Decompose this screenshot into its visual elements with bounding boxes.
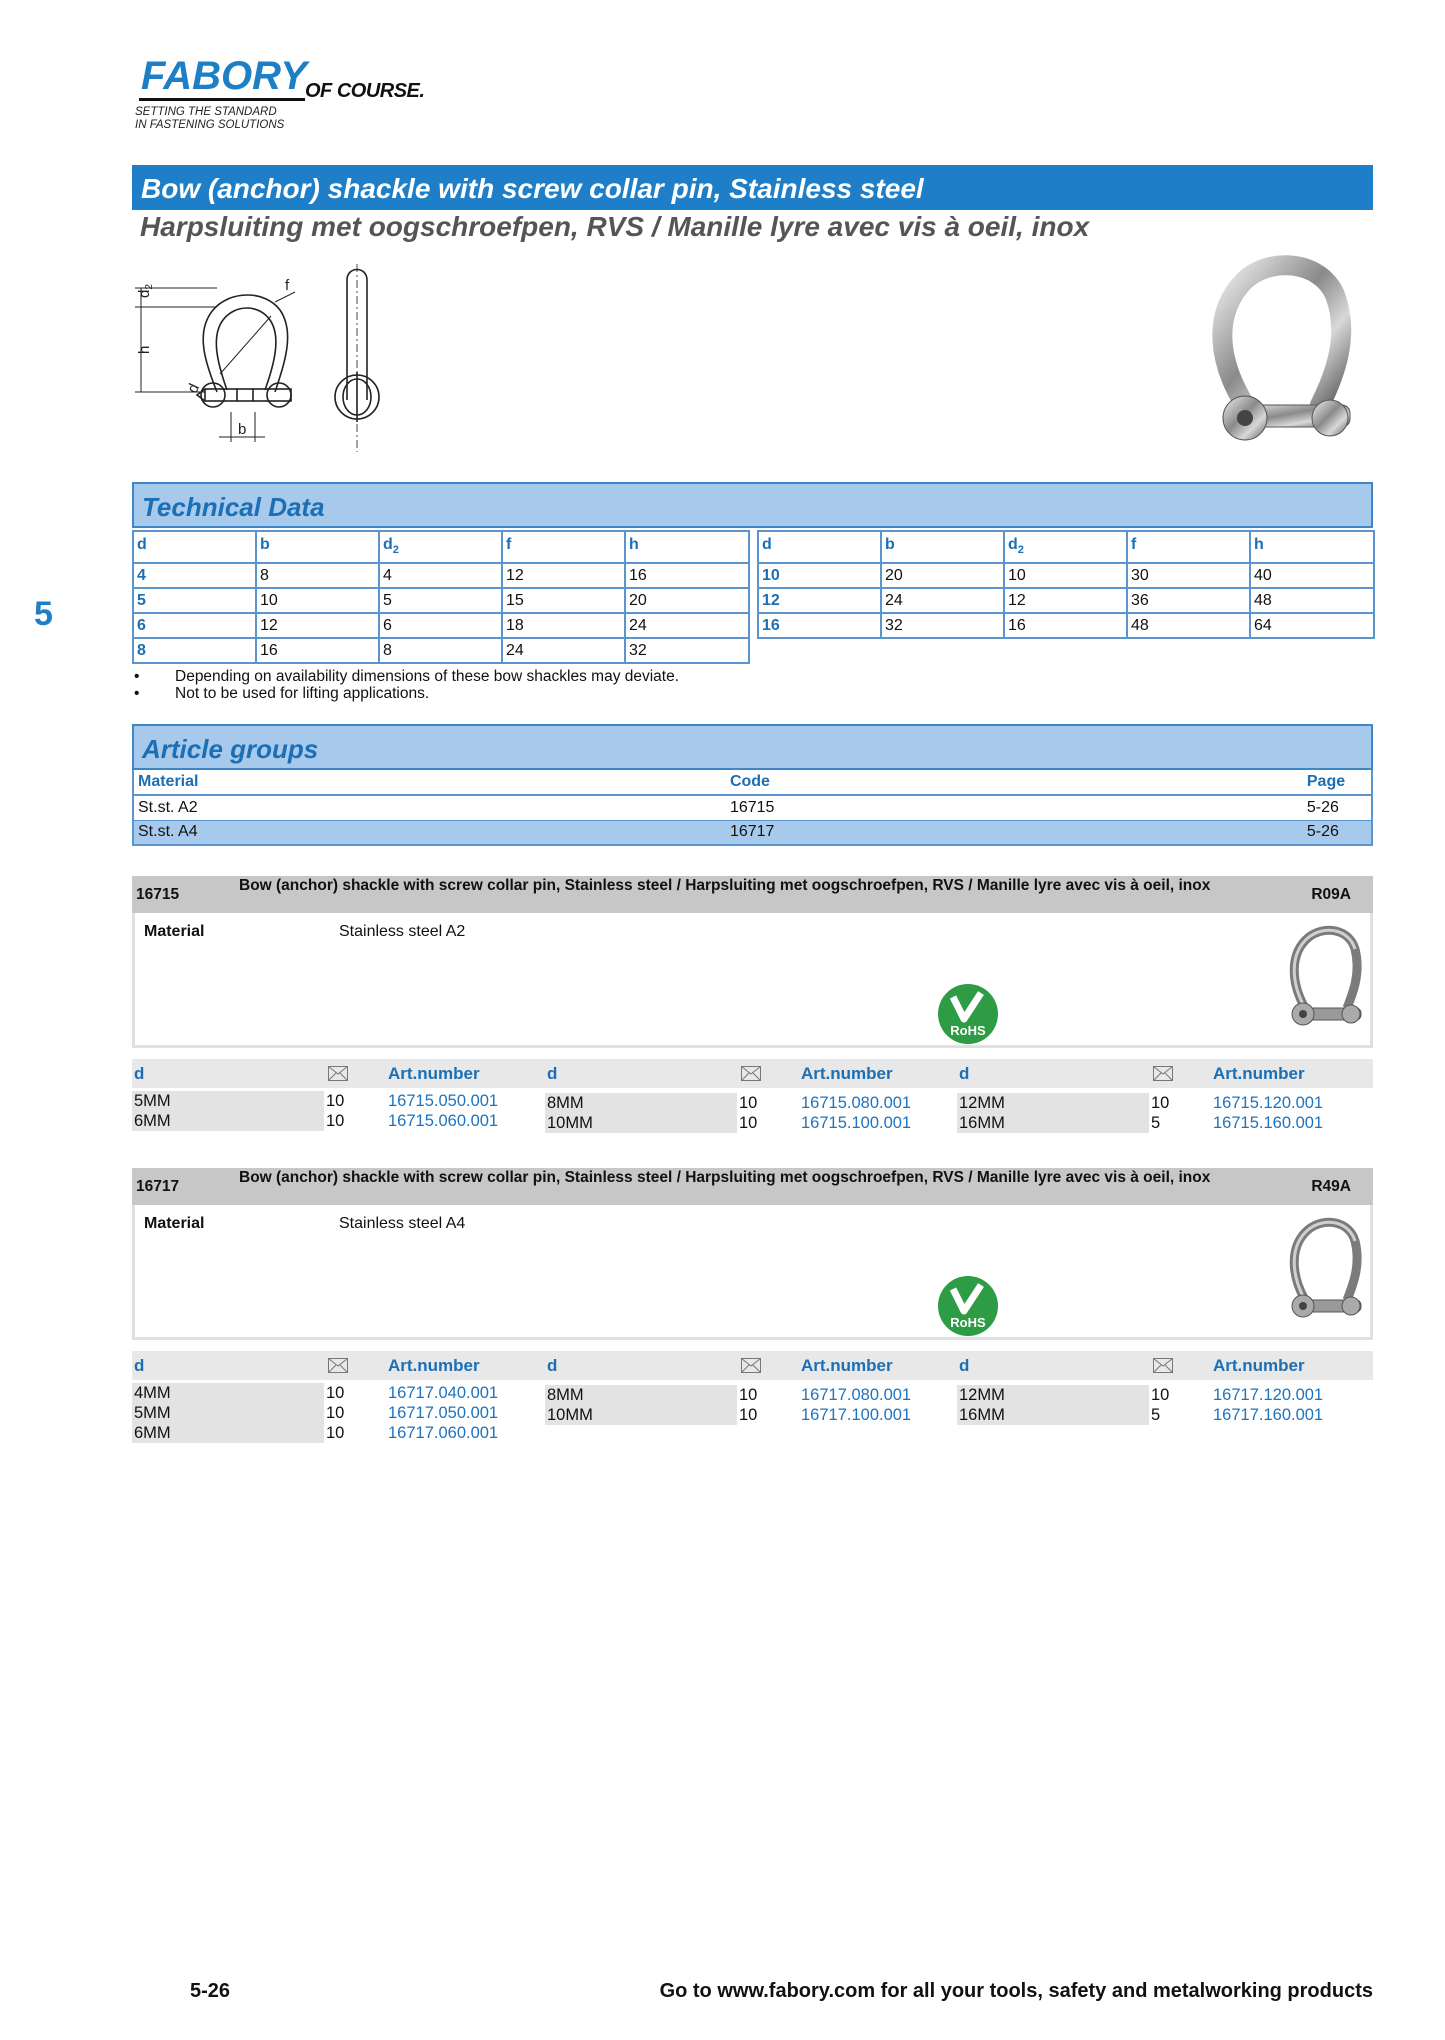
footer-promo: Go to www.fabory.com for all your tools, safety and metalworking products (659, 1980, 1373, 2002)
fabory-logo (135, 50, 435, 140)
col-d: d (758, 531, 881, 563)
col-b: b (256, 531, 379, 563)
note-item: • Not to be used for lifting applications. (132, 685, 679, 702)
article-list-header-16717: d Art.number d Art.number d Art.number (132, 1351, 1373, 1380)
table-header-row (758, 531, 1374, 563)
material-label: Material (144, 1215, 205, 1232)
article-number-link[interactable]: 16715.120.001 (1213, 1094, 1324, 1112)
shackle-technical-drawing (135, 262, 405, 462)
article-number-link[interactable]: 16715.050.001 (388, 1092, 499, 1110)
page-number: 5-26 (190, 1980, 231, 2002)
article-number-link[interactable]: 16717.040.001 (388, 1384, 499, 1402)
envelope-icon (328, 1358, 348, 1373)
col-h: h (1250, 531, 1374, 563)
table-row[interactable]: St.st. A2 16715 5-26 (133, 795, 1372, 820)
dim-h-label: h (136, 345, 153, 354)
svg-text:RoHS: RoHS (950, 1315, 986, 1330)
table-row[interactable]: St.st. A4 16717 5-26 (133, 820, 1372, 845)
product-group-code: R09A (1311, 886, 1351, 903)
material-label: Material (144, 923, 205, 940)
rohs-icon (937, 1275, 999, 1337)
envelope-icon (741, 1358, 761, 1373)
notes-list (132, 668, 679, 702)
col-f: f (502, 531, 625, 563)
table-row: 12 24 12 36 48 (758, 588, 1374, 613)
col-f: f (1127, 531, 1250, 563)
logo-underline (139, 98, 305, 101)
article-number-link[interactable]: 16717.120.001 (1213, 1386, 1324, 1404)
article-number-link[interactable]: 16717.080.001 (801, 1386, 912, 1404)
technical-data-table-right (757, 530, 1375, 639)
dim-d2-label: $d_2$ (136, 284, 155, 298)
article-number-link[interactable]: 16715.080.001 (801, 1094, 912, 1112)
product-group-code: R49A (1311, 1178, 1351, 1195)
product-header-16715 (132, 876, 1373, 913)
col-page: Page (1303, 770, 1372, 795)
product-thumbnail (1285, 923, 1367, 1037)
technical-data-title: Technical Data (142, 492, 325, 522)
article-groups-table (132, 770, 1373, 846)
col-b: b (881, 531, 1004, 563)
envelope-icon (328, 1066, 348, 1081)
table-row: 8 16 8 24 32 (133, 638, 749, 663)
page-subtitle: Harpsluiting met oogschroefpen, RVS / Manille lyre avec vis à oeil, inox (140, 211, 1090, 242)
product-header-16717 (132, 1168, 1373, 1205)
product-thumbnail (1285, 1215, 1367, 1329)
article-groups-header (132, 724, 1373, 770)
dim-b-label: b (238, 421, 247, 438)
technical-data-table-left (132, 530, 750, 664)
dim-f-label: f (285, 277, 290, 294)
product-info-16717 (132, 1205, 1373, 1340)
article-number-link[interactable]: 16717.100.001 (801, 1406, 912, 1424)
product-info-16715 (132, 913, 1373, 1048)
table-row: 10 20 10 30 40 (758, 563, 1374, 588)
article-number-link[interactable]: 16715.160.001 (1213, 1114, 1324, 1132)
table-row: 5 10 5 15 20 (133, 588, 749, 613)
table-row: 16 32 16 48 64 (758, 613, 1374, 638)
article-number-link[interactable]: 16715.060.001 (388, 1112, 499, 1130)
table-row: 4 8 4 12 16 (133, 563, 749, 588)
article-number-link[interactable]: 16717.060.001 (388, 1424, 499, 1442)
rohs-icon (937, 983, 999, 1045)
page-title: Bow (anchor) shackle with screw collar pin, Stainless steel (141, 173, 924, 204)
envelope-icon (1153, 1066, 1173, 1081)
material-value: Stainless steel A2 (339, 923, 466, 940)
col-d: d (133, 531, 256, 563)
article-number-link[interactable]: 16717.160.001 (1213, 1406, 1324, 1424)
brand-name: FABORY (141, 54, 307, 98)
note-item: • Depending on availability dimensions of these bow shackles may deviate. (132, 668, 679, 685)
article-number-link[interactable]: 16715.100.001 (801, 1114, 912, 1132)
envelope-icon (1153, 1358, 1173, 1373)
dim-d-label: d (184, 381, 204, 396)
col-h: h (625, 531, 749, 563)
product-title-bar (132, 165, 1373, 210)
col-d2: $d_2$ (1004, 531, 1127, 563)
col-code: Code (726, 770, 1303, 795)
table-header-row (133, 770, 1372, 795)
article-list-header-16715: d Art.number d Art.number d Art.number (132, 1059, 1373, 1088)
col-d2: $d_2$ (379, 531, 502, 563)
table-header-row (133, 531, 749, 563)
product-code: 16715 (136, 886, 180, 903)
product-description: Bow (anchor) shackle with screw collar pin, Stainless steel / Harpsluiting met oogschroefpen, RVS / Manille lyre avec vis à oeil, inox (239, 1169, 1211, 1186)
envelope-icon (741, 1066, 761, 1081)
svg-text:RoHS: RoHS (950, 1023, 986, 1038)
table-row: 6 12 6 18 24 (133, 613, 749, 638)
article-number-link[interactable]: 16717.050.001 (388, 1404, 499, 1422)
product-description: Bow (anchor) shackle with screw collar pin, Stainless steel / Harpsluiting met oogschroefpen, RVS / Manille lyre avec vis à oeil, inox (239, 877, 1211, 894)
shackle-photo (1200, 255, 1370, 465)
chapter-marker: 5 (34, 595, 53, 633)
col-material: Material (133, 770, 726, 795)
material-value: Stainless steel A4 (339, 1215, 466, 1232)
product-code: 16717 (136, 1178, 180, 1195)
brand-tagline: SETTING THE STANDARD IN FASTENING SOLUTIONS (135, 106, 285, 131)
brand-suffix: OF COURSE. (305, 80, 425, 102)
technical-data-header (132, 482, 1373, 528)
article-groups-title: Article groups (142, 734, 319, 764)
